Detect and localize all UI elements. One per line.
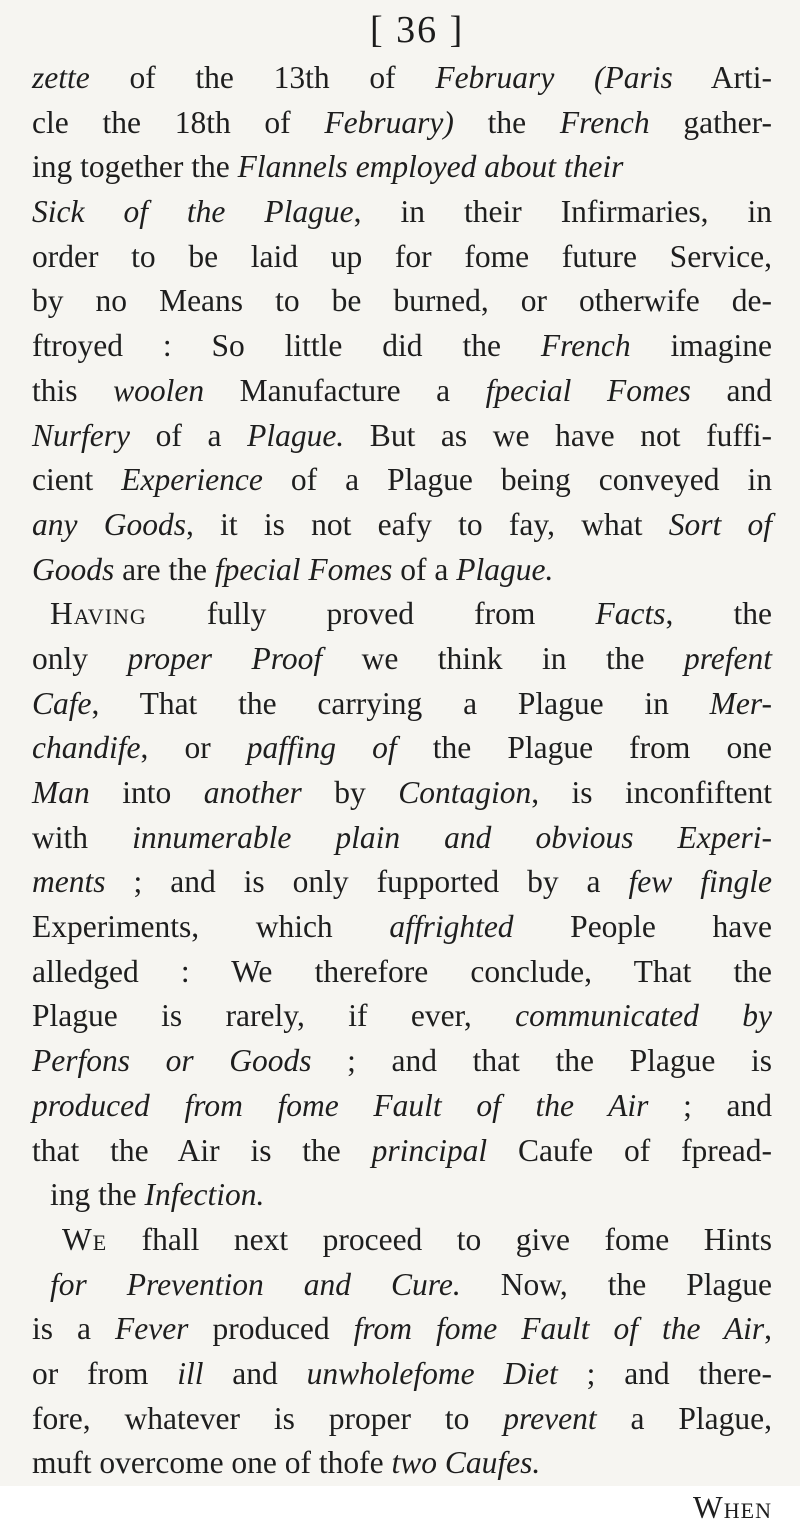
text-run: ; and that the Plague is — [311, 1043, 772, 1079]
italic-run: fpecial Fomes — [214, 551, 393, 587]
italic-run: another — [203, 775, 302, 810]
italic-run: Experience — [121, 462, 263, 498]
italic-run: communicated by — [515, 998, 772, 1034]
text-run: order to be laid up for fome future Service, — [32, 238, 772, 274]
italic-run: prevent — [503, 1400, 597, 1436]
text-run: ing the — [50, 1177, 145, 1213]
italic-run: two Caufes. — [391, 1445, 541, 1481]
page-number: [ 36 ] — [370, 9, 465, 51]
italic-run: Infection. — [144, 1177, 265, 1213]
text-run: Now, the Plague — [460, 1266, 773, 1302]
text-run: are the — [114, 551, 215, 587]
text-line — [32, 1173, 772, 1218]
text-run: and — [203, 1355, 307, 1391]
italic-run: produced from fome Fault of the Air — [32, 1087, 649, 1123]
text-run: ; and is only fupported by a — [105, 864, 629, 900]
text-run: this — [32, 372, 114, 408]
text-line — [32, 637, 772, 682]
text-line — [32, 145, 772, 190]
italic-run: French — [540, 328, 631, 364]
italic-run: prefent — [683, 640, 772, 676]
text-line — [32, 1352, 772, 1397]
italic-run: Man — [32, 775, 90, 810]
text-run: into — [89, 775, 204, 810]
italic-run: Plague. — [456, 551, 554, 587]
text-line — [32, 414, 772, 459]
italic-run: Goods — [32, 551, 115, 587]
text-run: cient — [32, 462, 122, 498]
italic-run: French — [559, 104, 650, 140]
italic-run: ments — [32, 864, 106, 900]
text-run: and — [690, 372, 772, 408]
text-run: Arti- — [672, 60, 772, 95]
text-line — [32, 1441, 772, 1486]
text-line — [32, 458, 772, 503]
italic-run: proper Proof — [127, 640, 323, 676]
text-line — [32, 324, 772, 369]
text-run: or from — [32, 1355, 178, 1391]
small-caps-run: When — [693, 1490, 772, 1525]
text-run: is a — [32, 1311, 115, 1347]
text-run: of a Plague being conveyed in — [262, 462, 772, 498]
italic-run: chandife — [32, 730, 141, 766]
italic-run: February) — [324, 104, 454, 140]
italic-run: Cafe — [32, 685, 92, 721]
text-run: , That the carrying a Plague in — [91, 685, 710, 721]
italic-run: zette — [32, 60, 90, 95]
italic-run: few fingle — [628, 864, 772, 900]
text-run: produced — [188, 1311, 354, 1347]
text-line — [32, 190, 772, 235]
text-run: a Plague, — [596, 1400, 772, 1436]
italic-run: affrighted — [389, 909, 514, 945]
text-line — [32, 771, 772, 816]
text-run: , it is not eafy to fay, what — [186, 506, 669, 542]
text-line — [32, 503, 772, 548]
italic-run: paffing of — [246, 730, 397, 766]
italic-run: Fever — [115, 1311, 189, 1347]
text-run: ; and — [648, 1087, 772, 1123]
text-line — [32, 860, 772, 905]
text-run: gather- — [649, 104, 772, 140]
text-line — [32, 1039, 772, 1084]
text-run: , is inconfiftent — [531, 775, 772, 810]
italic-run: February (Paris — [435, 60, 673, 95]
text-line — [32, 1218, 772, 1263]
text-run: with — [32, 819, 133, 855]
body-text — [32, 56, 772, 1531]
italic-run: Plague. — [247, 417, 345, 453]
text-run: the Plague from one — [396, 730, 772, 766]
text-line — [32, 816, 772, 861]
text-run: by no Means to be burned, or otherwife de- — [32, 283, 772, 319]
text-run: , — [764, 1311, 773, 1347]
text-run: Experiments, which — [32, 909, 390, 945]
text-line — [32, 369, 772, 414]
italic-run: woolen — [113, 372, 205, 408]
text-run: of a — [392, 551, 457, 587]
italic-run: principal — [371, 1132, 488, 1168]
text-line — [32, 548, 772, 593]
text-run: , or — [140, 730, 247, 766]
text-run: muft overcome one of thofe — [32, 1445, 392, 1481]
text-run: of the 13th of — [89, 60, 436, 95]
italic-run: Sick of the Plague — [32, 194, 354, 230]
text-line — [32, 726, 772, 771]
text-run: fore, whatever is proper to — [32, 1400, 504, 1436]
text-run: we think in the — [322, 640, 684, 676]
text-line — [32, 950, 772, 995]
italic-run: ill — [177, 1355, 204, 1391]
text-line — [32, 1084, 772, 1129]
text-line — [32, 1486, 772, 1531]
text-line — [32, 235, 772, 280]
text-line — [32, 592, 772, 637]
text-run: People have — [513, 909, 772, 945]
italic-run: Perfons or Goods — [32, 1043, 312, 1079]
text-line — [32, 1129, 772, 1174]
text-run: Caufe of fpread- — [487, 1132, 772, 1168]
text-run: imagine — [630, 328, 772, 364]
italic-run: Mer- — [709, 685, 772, 721]
text-run: only — [32, 640, 128, 676]
text-line — [32, 682, 772, 727]
italic-run: Nurfery — [32, 417, 130, 453]
text-run: Manufacture a — [204, 372, 486, 408]
italic-run: any Goods — [32, 506, 186, 542]
italic-run: from fome Fault of the Air — [353, 1311, 765, 1347]
text-run: alledged : We therefore conclude, That the — [32, 953, 772, 989]
text-line — [32, 1397, 772, 1442]
text-run: cle the 18th of — [32, 104, 325, 140]
small-caps-run: Having — [50, 596, 147, 632]
text-line — [32, 1307, 772, 1352]
text-run: fully proved from — [146, 596, 596, 632]
italic-run: for Prevention and Cure. — [50, 1266, 461, 1302]
text-line — [32, 1263, 772, 1308]
small-caps-run: We — [62, 1221, 108, 1257]
italic-run: Facts — [595, 596, 666, 632]
italic-run: innumerable plain and obvious Experi- — [132, 819, 772, 855]
text-line — [32, 101, 772, 146]
text-run: that the Air is the — [32, 1132, 372, 1168]
text-line — [32, 279, 772, 324]
text-run: But as we have not fuffi- — [344, 417, 772, 453]
text-run: of a — [130, 417, 248, 453]
text-line — [32, 905, 772, 950]
text-run: by — [301, 775, 399, 810]
text-run: , the — [665, 596, 773, 632]
text-run: ing together the — [32, 149, 238, 185]
text-run: ; and there- — [557, 1355, 772, 1391]
italic-run: unwholefome Diet — [306, 1355, 558, 1391]
italic-run: Contagion — [398, 775, 532, 810]
italic-run: Flannels employed about their — [237, 149, 624, 185]
text-run: the — [453, 104, 560, 140]
text-line — [32, 994, 772, 1039]
text-run: Plague is rarely, if ever, — [32, 998, 516, 1034]
italic-run: fpecial Fomes — [485, 372, 691, 408]
text-run: fhall next proceed to give fome Hints — [107, 1221, 772, 1257]
italic-run: Sort of — [668, 506, 772, 542]
text-run: ftroyed : So little did the — [32, 328, 541, 364]
text-run: , in their Infirmaries, in — [353, 194, 772, 230]
text-line — [32, 56, 772, 101]
